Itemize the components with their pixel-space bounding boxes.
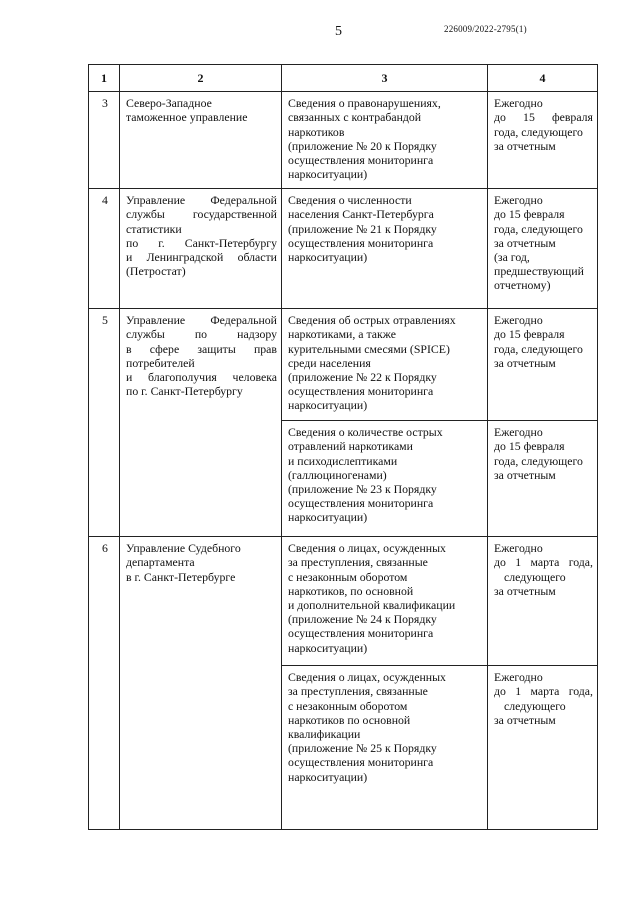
info-line: (приложение № 25 к Порядку	[288, 741, 437, 756]
info-line: квалификации	[288, 727, 361, 742]
agency-line: и Ленинградской области	[126, 250, 277, 265]
agency-line: таможенное управление	[126, 110, 248, 125]
agency-line: Управление Федеральной	[126, 193, 277, 208]
term-line: (за год,	[494, 250, 530, 265]
info-line: (приложение № 23 к Порядку	[288, 482, 437, 497]
monitoring-table	[88, 64, 598, 830]
page-number: 5	[335, 24, 342, 39]
term-line: до 15 февраля	[494, 327, 565, 342]
info-line: наркотиков	[288, 124, 345, 139]
table-row	[89, 189, 598, 309]
term-line: следующего	[504, 698, 566, 713]
row-number: 4	[89, 189, 120, 309]
row-number: 3	[89, 92, 120, 189]
info-line: (приложение № 22 к Порядку	[288, 370, 437, 385]
info-line: Сведения о лицах, осужденных	[288, 670, 446, 685]
info-line: с незаконным оборотом	[288, 569, 408, 584]
term-line: до 15 февраля	[494, 439, 565, 454]
term-line: за отчетным	[494, 583, 556, 598]
info-line: отравлений наркотиками	[288, 439, 413, 454]
info-line: наркоситуации)	[288, 640, 368, 655]
term-line: следующего	[504, 569, 566, 584]
term-line: до 1 марта года,	[494, 684, 593, 699]
info-line: Сведения об острых отравлениях	[288, 313, 456, 328]
info-line: (приложение № 21 к Порядку	[288, 221, 437, 236]
term-cell	[488, 189, 598, 309]
column-header: 3	[282, 65, 488, 92]
info-cell	[282, 189, 488, 309]
info-cell	[282, 421, 488, 537]
info-line: Сведения о правонарушениях,	[288, 96, 441, 111]
term-line: Ежегодно	[494, 313, 543, 328]
info-line: Сведения о лицах, осужденных	[288, 541, 446, 556]
info-line: осуществления мониторинга	[288, 626, 434, 641]
term-line: Ежегодно	[494, 425, 543, 440]
info-cell	[282, 309, 488, 421]
info-line: наркоситуации)	[288, 398, 368, 413]
info-line: наркотиков, по основной	[288, 583, 414, 598]
row-number: 6	[89, 537, 120, 830]
term-line: до 1 марта года,	[494, 555, 593, 570]
column-header: 4	[488, 65, 598, 92]
term-line: отчетному)	[494, 278, 551, 293]
agency-cell	[120, 92, 282, 189]
agency-line: потребителей	[126, 355, 195, 370]
agency-line: в г. Санкт-Петербурге	[126, 569, 236, 584]
info-line: наркоситуации)	[288, 167, 368, 182]
term-line: за отчетным	[494, 467, 556, 482]
info-line: Сведения о количестве острых	[288, 425, 443, 440]
term-cell	[488, 537, 598, 666]
info-line: наркоситуации)	[288, 510, 368, 525]
term-line: Ежегодно	[494, 193, 543, 208]
term-cell	[488, 666, 598, 830]
info-line: осуществления мониторинга	[288, 755, 434, 770]
agency-cell	[120, 309, 282, 537]
info-line: наркоситуации)	[288, 769, 368, 784]
info-line: (приложение № 20 к Порядку	[288, 138, 437, 153]
agency-line: Управление Судебного	[126, 541, 241, 556]
agency-line: Северо-Западное	[126, 96, 212, 111]
agency-line: (Петростат)	[126, 264, 186, 279]
info-line: (галлюциногенами)	[288, 467, 387, 482]
term-line: за отчетным	[494, 712, 556, 727]
info-line: с незаконным оборотом	[288, 698, 408, 713]
term-line: за отчетным	[494, 138, 556, 153]
term-line: года, следующего	[494, 124, 583, 139]
info-line: населения Санкт-Петербурга	[288, 207, 434, 222]
info-line: и дополнительной квалификации	[288, 598, 456, 613]
agency-line: Управление Федеральной	[126, 313, 277, 328]
term-line: за отчетным	[494, 355, 556, 370]
term-line: за отчетным	[494, 235, 556, 250]
info-line: осуществления мониторинга	[288, 496, 434, 511]
agency-line: по г. Санкт-Петербургу	[126, 384, 243, 399]
agency-line: и благополучия человека	[126, 370, 277, 385]
info-line: среди населения	[288, 355, 371, 370]
agency-line: по г. Санкт-Петербургу	[126, 235, 277, 250]
document-code: 226009/2022-2795(1)	[444, 24, 527, 34]
column-header: 2	[120, 65, 282, 92]
table-row	[89, 309, 598, 421]
info-line: связанных с контрабандой	[288, 110, 422, 125]
info-line: Сведения о численности	[288, 193, 412, 208]
term-line: года, следующего	[494, 341, 583, 356]
table-row	[89, 92, 598, 189]
info-line: наркоситуации)	[288, 250, 368, 265]
row-number: 5	[89, 309, 120, 537]
info-line: за преступления, связанные	[288, 684, 428, 699]
info-cell	[282, 92, 488, 189]
term-line: Ежегодно	[494, 541, 543, 556]
term-line: года, следующего	[494, 453, 583, 468]
info-line: осуществления мониторинга	[288, 153, 434, 168]
agency-line: департамента	[126, 555, 195, 570]
term-cell	[488, 421, 598, 537]
column-header: 1	[89, 65, 120, 92]
term-line: Ежегодно	[494, 670, 543, 685]
term-cell	[488, 92, 598, 189]
info-line: осуществления мониторинга	[288, 235, 434, 250]
info-cell	[282, 666, 488, 830]
table-header-row	[89, 65, 598, 92]
info-cell	[282, 537, 488, 666]
term-line: Ежегодно	[494, 96, 543, 111]
info-line: осуществления мониторинга	[288, 384, 434, 399]
agency-cell	[120, 537, 282, 830]
term-line: года, следующего	[494, 221, 583, 236]
term-line: до 15 февраля	[494, 207, 565, 222]
agency-cell	[120, 189, 282, 309]
term-cell	[488, 309, 598, 421]
term-line: до 15 февраля	[494, 110, 593, 125]
info-line: наркотиков по основной	[288, 712, 411, 727]
table-row	[89, 537, 598, 666]
info-line: (приложение № 24 к Порядку	[288, 612, 437, 627]
info-line: и психодислептиками	[288, 453, 398, 468]
agency-line: в сфере защиты прав	[126, 341, 277, 356]
agency-line: статистики	[126, 221, 182, 236]
info-line: курительными смесями (SPICE)	[288, 341, 450, 356]
agency-line: службы по надзору	[126, 327, 277, 342]
info-line: за преступления, связанные	[288, 555, 428, 570]
agency-line: службы государственной	[126, 207, 277, 222]
info-line: наркотиками, а также	[288, 327, 396, 342]
term-line: предшествующий	[494, 264, 584, 279]
